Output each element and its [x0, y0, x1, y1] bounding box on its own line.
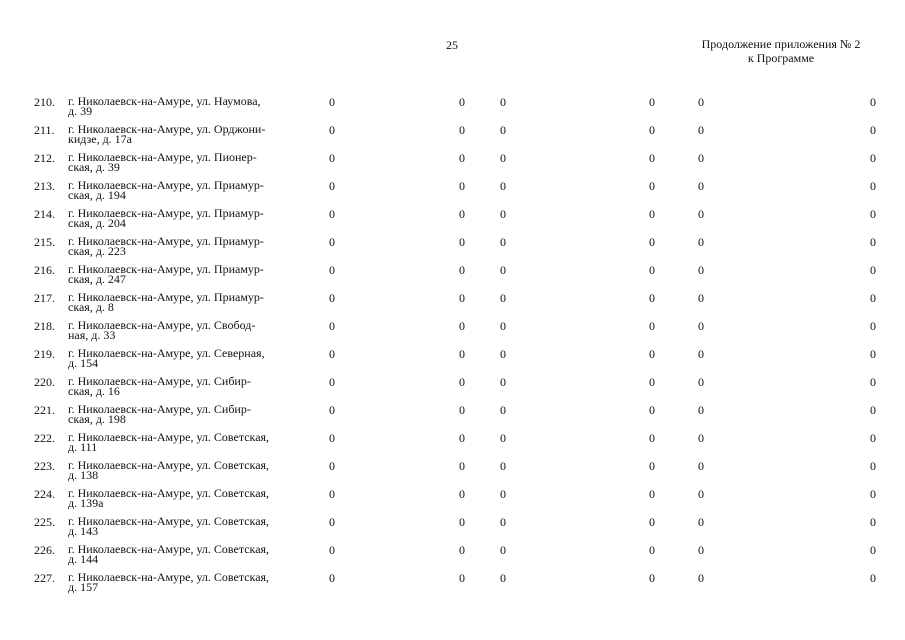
row-value-6: 0 — [870, 375, 876, 389]
row-value-1: 0 — [329, 431, 335, 445]
row-value-1: 0 — [329, 207, 335, 221]
row-value-2: 0 — [459, 459, 465, 473]
row-value-2: 0 — [459, 347, 465, 361]
table-row — [0, 348, 905, 376]
table-row — [0, 572, 905, 600]
row-address: г. Николаевск-на-Амуре, ул. Приамур- ская, д. 8 — [68, 290, 264, 314]
row-value-5: 0 — [698, 291, 704, 305]
appendix-line-1: Продолжение приложения № 2 — [701, 37, 861, 51]
table-row — [0, 376, 905, 404]
row-value-3: 0 — [500, 319, 506, 333]
row-value-3: 0 — [500, 123, 506, 137]
row-address: г. Николаевск-на-Амуре, ул. Сибир- ская, д. 16 — [68, 374, 251, 398]
row-value-1: 0 — [329, 291, 335, 305]
row-value-1: 0 — [329, 515, 335, 529]
row-address: г. Николаевск-на-Амуре, ул. Советская, д. 139а — [68, 486, 270, 510]
row-value-5: 0 — [698, 235, 704, 249]
row-address: г. Николаевск-на-Амуре, ул. Свобод- ная, д. 33 — [68, 318, 256, 342]
row-value-6: 0 — [870, 515, 876, 529]
table-row — [0, 488, 905, 516]
row-value-6: 0 — [870, 431, 876, 445]
row-value-1: 0 — [329, 123, 335, 137]
row-value-5: 0 — [698, 403, 704, 417]
row-value-3: 0 — [500, 431, 506, 445]
row-value-3: 0 — [500, 95, 506, 109]
row-number: 212. — [34, 151, 55, 165]
row-number: 211. — [34, 123, 55, 137]
row-value-1: 0 — [329, 375, 335, 389]
row-value-3: 0 — [500, 263, 506, 277]
row-value-1: 0 — [329, 235, 335, 249]
row-value-3: 0 — [500, 291, 506, 305]
row-value-4: 0 — [649, 151, 655, 165]
table-row — [0, 516, 905, 544]
row-address: г. Николаевск-на-Амуре, ул. Советская, д. 144 — [68, 542, 270, 566]
row-value-4: 0 — [649, 571, 655, 585]
row-value-5: 0 — [698, 151, 704, 165]
row-value-2: 0 — [459, 291, 465, 305]
row-value-5: 0 — [698, 459, 704, 473]
row-number: 218. — [34, 319, 55, 333]
row-number: 220. — [34, 375, 55, 389]
row-value-1: 0 — [329, 95, 335, 109]
row-value-3: 0 — [500, 571, 506, 585]
row-number: 215. — [34, 235, 55, 249]
row-number: 225. — [34, 515, 55, 529]
appendix-note — [676, 37, 886, 65]
row-value-2: 0 — [459, 263, 465, 277]
row-address: г. Николаевск-на-Амуре, ул. Приамур- ская, д. 223 — [68, 234, 264, 258]
table-row — [0, 208, 905, 236]
table-row — [0, 152, 905, 180]
row-value-4: 0 — [649, 543, 655, 557]
row-number: 221. — [34, 403, 55, 417]
row-value-5: 0 — [698, 179, 704, 193]
row-value-6: 0 — [870, 319, 876, 333]
row-value-1: 0 — [329, 263, 335, 277]
row-value-5: 0 — [698, 515, 704, 529]
row-value-6: 0 — [870, 291, 876, 305]
row-address: г. Николаевск-на-Амуре, ул. Пионер- ская, д. 39 — [68, 150, 257, 174]
table-row — [0, 404, 905, 432]
row-value-6: 0 — [870, 403, 876, 417]
row-address: г. Николаевск-на-Амуре, ул. Советская, д. 111 — [68, 430, 270, 454]
row-number: 210. — [34, 95, 55, 109]
row-address: г. Николаевск-на-Амуре, ул. Приамур- ская, д. 194 — [68, 178, 264, 202]
table-row — [0, 320, 905, 348]
row-value-3: 0 — [500, 515, 506, 529]
row-address: г. Николаевск-на-Амуре, ул. Приамур- ская, д. 204 — [68, 206, 264, 230]
row-value-5: 0 — [698, 375, 704, 389]
row-value-3: 0 — [500, 487, 506, 501]
row-value-2: 0 — [459, 95, 465, 109]
row-value-2: 0 — [459, 431, 465, 445]
row-value-1: 0 — [329, 571, 335, 585]
row-value-2: 0 — [459, 123, 465, 137]
table-row — [0, 460, 905, 488]
row-number: 217. — [34, 291, 55, 305]
row-value-1: 0 — [329, 347, 335, 361]
row-value-2: 0 — [459, 179, 465, 193]
row-value-6: 0 — [870, 123, 876, 137]
row-value-2: 0 — [459, 543, 465, 557]
row-value-6: 0 — [870, 235, 876, 249]
table-row — [0, 236, 905, 264]
row-value-4: 0 — [649, 235, 655, 249]
table-row — [0, 124, 905, 152]
row-value-1: 0 — [329, 543, 335, 557]
table-row — [0, 544, 905, 572]
row-value-4: 0 — [649, 403, 655, 417]
row-value-5: 0 — [698, 487, 704, 501]
row-value-1: 0 — [329, 151, 335, 165]
row-value-6: 0 — [870, 347, 876, 361]
row-number: 216. — [34, 263, 55, 277]
row-address: г. Николаевск-на-Амуре, ул. Приамур- ская, д. 247 — [68, 262, 264, 286]
row-number: 224. — [34, 487, 55, 501]
row-value-6: 0 — [870, 459, 876, 473]
row-value-5: 0 — [698, 123, 704, 137]
row-value-4: 0 — [649, 263, 655, 277]
row-address: г. Николаевск-на-Амуре, ул. Северная, д. 154 — [68, 346, 265, 370]
row-value-5: 0 — [698, 263, 704, 277]
row-value-6: 0 — [870, 487, 876, 501]
row-value-4: 0 — [649, 515, 655, 529]
row-value-5: 0 — [698, 319, 704, 333]
row-address: г. Николаевск-на-Амуре, ул. Орджони- кидзе, д. 17а — [68, 122, 266, 146]
row-value-2: 0 — [459, 151, 465, 165]
row-value-3: 0 — [500, 403, 506, 417]
row-number: 213. — [34, 179, 55, 193]
row-value-4: 0 — [649, 431, 655, 445]
row-value-4: 0 — [649, 95, 655, 109]
row-value-1: 0 — [329, 459, 335, 473]
row-value-2: 0 — [459, 571, 465, 585]
row-value-6: 0 — [870, 207, 876, 221]
row-value-2: 0 — [459, 487, 465, 501]
row-value-1: 0 — [329, 179, 335, 193]
row-number: 223. — [34, 459, 55, 473]
appendix-line-2: к Программе — [747, 51, 815, 65]
row-value-3: 0 — [500, 179, 506, 193]
page-number: 25 — [446, 38, 458, 52]
table-row — [0, 180, 905, 208]
row-value-2: 0 — [459, 375, 465, 389]
row-value-4: 0 — [649, 487, 655, 501]
row-value-4: 0 — [649, 375, 655, 389]
row-value-6: 0 — [870, 571, 876, 585]
row-value-5: 0 — [698, 347, 704, 361]
row-value-4: 0 — [649, 207, 655, 221]
table-row — [0, 264, 905, 292]
row-address: г. Николаевск-на-Амуре, ул. Сибир- ская, д. 198 — [68, 402, 251, 426]
row-value-5: 0 — [698, 95, 704, 109]
row-value-3: 0 — [500, 543, 506, 557]
row-value-6: 0 — [870, 543, 876, 557]
row-address: г. Николаевск-на-Амуре, ул. Наумова, д. 39 — [68, 94, 261, 118]
row-value-4: 0 — [649, 347, 655, 361]
row-value-1: 0 — [329, 319, 335, 333]
row-address: г. Николаевск-на-Амуре, ул. Советская, д. 143 — [68, 514, 270, 538]
row-value-5: 0 — [698, 571, 704, 585]
row-value-4: 0 — [649, 319, 655, 333]
row-number: 226. — [34, 543, 55, 557]
row-number: 227. — [34, 571, 55, 585]
row-address: г. Николаевск-на-Амуре, ул. Советская, д. 157 — [68, 570, 270, 594]
row-value-6: 0 — [870, 179, 876, 193]
row-number: 222. — [34, 431, 55, 445]
row-value-5: 0 — [698, 431, 704, 445]
row-value-3: 0 — [500, 459, 506, 473]
address-table — [0, 96, 905, 600]
row-value-4: 0 — [649, 123, 655, 137]
row-value-2: 0 — [459, 235, 465, 249]
row-address: г. Николаевск-на-Амуре, ул. Советская, д. 138 — [68, 458, 270, 482]
row-value-2: 0 — [459, 319, 465, 333]
table-row — [0, 292, 905, 320]
row-value-3: 0 — [500, 347, 506, 361]
row-value-6: 0 — [870, 151, 876, 165]
row-value-3: 0 — [500, 235, 506, 249]
row-value-1: 0 — [329, 403, 335, 417]
table-row — [0, 432, 905, 460]
row-value-4: 0 — [649, 459, 655, 473]
row-value-4: 0 — [649, 179, 655, 193]
row-value-3: 0 — [500, 207, 506, 221]
table-row — [0, 96, 905, 124]
row-value-6: 0 — [870, 263, 876, 277]
row-value-5: 0 — [698, 207, 704, 221]
row-value-6: 0 — [870, 95, 876, 109]
row-value-4: 0 — [649, 291, 655, 305]
row-value-3: 0 — [500, 375, 506, 389]
row-value-2: 0 — [459, 515, 465, 529]
row-value-5: 0 — [698, 543, 704, 557]
row-value-1: 0 — [329, 487, 335, 501]
row-value-2: 0 — [459, 403, 465, 417]
row-value-2: 0 — [459, 207, 465, 221]
row-value-3: 0 — [500, 151, 506, 165]
row-number: 219. — [34, 347, 55, 361]
row-number: 214. — [34, 207, 55, 221]
